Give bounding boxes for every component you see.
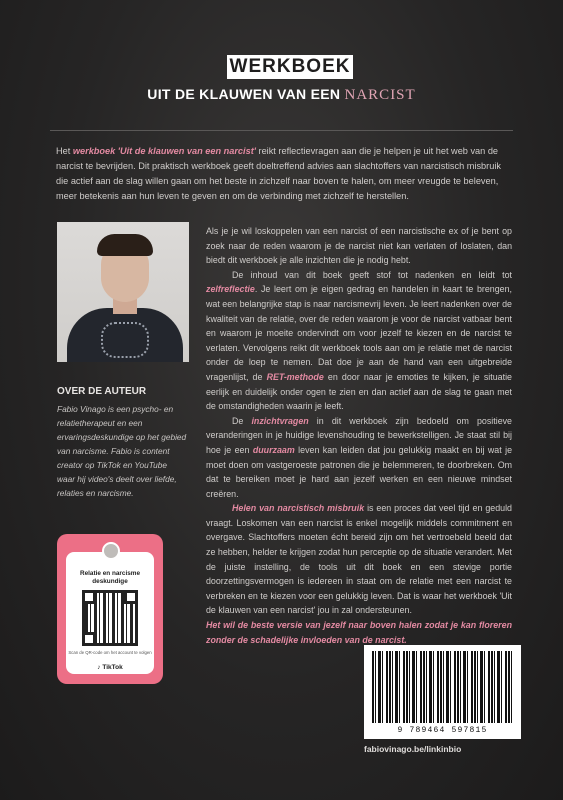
barcode [364,645,521,739]
author-photo [57,222,189,362]
body-text: in dit werkboek zijn bedoeld om positieve veranderingen in je huidige levenshouding te bewerkstelligen. Je staat stil bij hoe je een [206,415,512,455]
highlight-helen: Helen van narcistisch misbruik [232,503,365,514]
body-paragraph-1: Als je je wil loskoppelen van een narcist of een narcistische ex of je bent op zoek naar de reden waarom je de narcist niet kan verlaten of loslaten, dan biedt dit werkboek je alle inzichten die je nodig hebt. [206,226,512,266]
barcode-bars [372,651,512,723]
body-paragraph-2 [206,268,512,414]
body-paragraph-3 [206,414,512,502]
qr-card-title: Relatie en narcisme deskundige [79,570,141,585]
avatar [102,542,120,560]
tiktok-label [66,664,154,671]
highlight-zelfreflectie: zelfreflectie [206,284,255,295]
isbn-number: 9 789464 597815 [397,726,488,735]
qr-code-icon [82,590,138,646]
subtitle-main: UIT DE KLAUWEN VAN EEN [147,86,341,102]
intro-text-start: Het [56,146,73,156]
intro-paragraph [56,144,511,204]
footer-link: fabiovinago.be/linkinbio [364,744,462,754]
author-bio: Fabio Vinago is een psycho- en relatietherapeut en een ervaringsdeskundige op het gebied van narcisme. Fabio is content creator op TikTok en YouTube waar hij video's deelt over liefde, relaties en narcisme. [57,404,187,498]
intro-text-rest: reikt reflectievragen aan die je helpen je uit het web van de narcist te bevrijden. Dit praktisch werkboek geeft doeltreffend advies aan slachtoffers van narcistisch misbruik die actief aan de slag willen gaan om het beste in zichzelf naar boven te halen, om meer vreugde te beleven, meer betekenis aan hun leven te geven en om de verbinding met zichzelf te herstellen. [56,146,501,201]
qr-caption: Scan de QR-code om het account te volgen [68,650,152,655]
highlight-duurzaam: duurzaam [252,444,295,455]
tiktok-icon: ♪ [97,664,101,671]
highlight-inzichtvragen: inzichtvragen [251,415,309,426]
body-text: en door naar je emoties te kijken, je situatie eerlijk en duidelijk onder ogen te zien en dan actief aan de slag te gaan met de omstandigheden waarin je leeft. [206,371,512,412]
closing-statement: Het wil de beste versie van jezelf naar boven halen zodat je kan floreren zonder de schadelijke invloeden van de narcist. [206,620,512,645]
intro-highlight: werkboek 'Uit de klauwen van een narcist' [72,146,256,156]
body-text: . Je leert om je eigen gedrag en handelen in kaart te brengen, wat een belangrijke stap is naar narcismevrij leven. Je leert nadenken over de kwaliteit van de relatie, over de reden waarom je voor de narcist vatbaar bent en waarom je moeite ondervindt om voor jezelf te kiezen en de narcist te verlaten. Vervolgens reikt dit werkboek tools aan om je relatie met de narcist onder de loep te nemen. Dat doe je aan de hand van een uitgebreide vragenlijst, de [206,284,512,382]
book-subtitle [0,86,563,104]
book-title: WERKBOEK [227,55,353,79]
body-text: De [232,415,252,426]
subtitle-accent: NARCIST [344,87,416,103]
header-divider [50,130,513,131]
body-text: De inhoud van dit boek geeft stof tot nadenken en leidt tot [232,269,512,280]
tiktok-text: TikTok [102,664,123,671]
body-text: is een proces dat veel tijd en geduld vraagt. Loskomen van een narcist is enkel mogelijk middels commitment en overgave. Slachtoffers moeten écht bereid zijn om het vertroebeld beeld dat ze hebben, helder te krijgen zodat hun perceptie op de situatie verandert. Met de juiste instelling, de tools uit dit boek en een stevige portie doorzettingsvermogen is iedereen in staat om de relatie met een narcist te verbreken en te kiezen voor een gelukkig leven. Dat is waar het werkboek 'Uit de klauwen van een narcist' jou in zal ondersteunen. [206,503,512,616]
main-body [206,224,512,647]
highlight-ret-methode: RET-methode [266,371,324,382]
body-paragraph-4 [206,501,512,618]
body-text: leven kan leiden dat jou gelukkig maakt en bij wat je moet doen om vastgeroeste patronen die je belemmeren, te doorbreken. Om dat te bereiken moet je hard aan jezelf werken en een nieuwe mindset creëren. [206,444,513,499]
author-heading: OVER DE AUTEUR [57,386,147,397]
